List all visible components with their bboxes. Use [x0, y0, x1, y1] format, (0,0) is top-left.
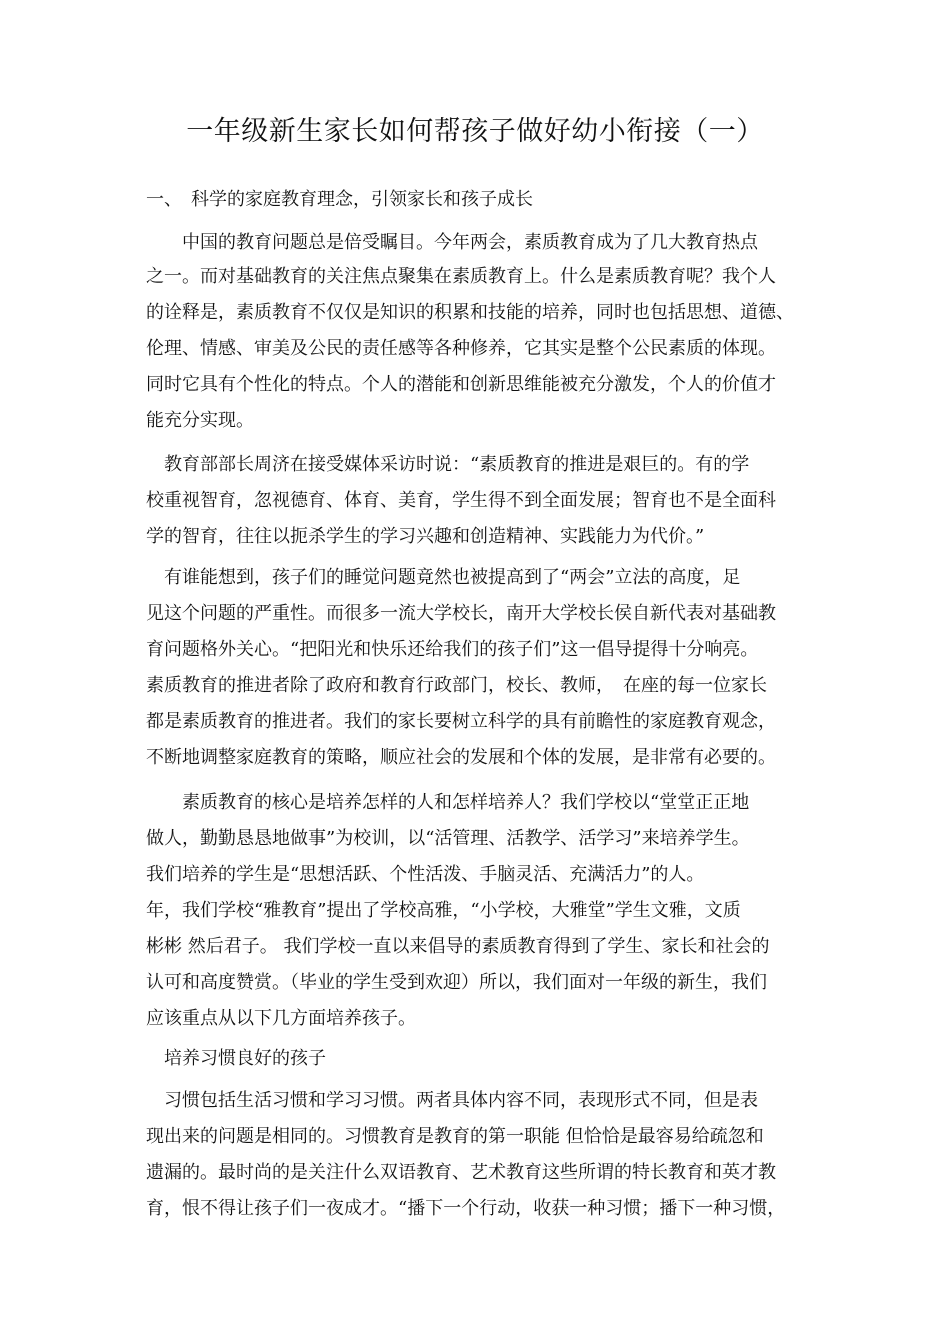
paragraph-line: 见这个问题的严重性。而很多一流大学校长，南开大学校长侯自新代表对基础教: [146, 603, 776, 624]
paragraph-line: 有谁能想到，孩子们的睡觉问题竟然也被提高到了“两会”立法的高度，足: [146, 567, 741, 588]
subheading-line: 培养习惯良好的孩子: [146, 1048, 326, 1069]
paragraph-line: 不断地调整家庭教育的策略，顺应社会的发展和个体的发展，是非常有必要的。: [146, 747, 776, 768]
paragraph-line: 能充分实现。: [146, 410, 254, 431]
paragraph-line: 素质教育的核心是培养怎样的人和怎样培养人？我们学校以“堂堂正正地: [146, 792, 750, 813]
paragraph-line: 我们培养的学生是“思想活跃、个性活泼、手脑灵活、充满活力”的人。: [146, 864, 705, 885]
paragraph-line: 伦理、情感、审美及公民的责任感等各种修养，它其实是整个公民素质的体现。: [146, 338, 776, 359]
paragraph-line: 做人，勤勤恳恳地做事”为校训，以“活管理、活教学、活学习”来培养学生。: [146, 828, 750, 849]
paragraph-line: 都是素质教育的推进者。我们的家长要树立科学的具有前瞻性的家庭教育观念，: [146, 711, 776, 732]
paragraph-line: 年，我们学校“雅教育”提出了学校高雅，“小学校，大雅堂”学生文雅，文质: [146, 900, 741, 921]
paragraph-line: 的诠释是，素质教育不仅仅是知识的积累和技能的培养，同时也包括思想、道德、: [146, 302, 794, 323]
paragraph-line: 遗漏的。最时尚的是关注什么双语教育、艺术教育这些所谓的特长教育和英才教: [146, 1162, 776, 1183]
paragraph-line: 育，恨不得让孩子们一夜成才。“播下一个行动，收获一种习惯；播下一种习惯，: [146, 1198, 786, 1219]
paragraph-line: 彬彬 然后君子。 我们学校一直以来倡导的素质教育得到了学生、家长和社会的: [146, 936, 770, 957]
paragraph-line: 认可和高度赞赏。（毕业的学生受到欢迎）所以，我们面对一年级的新生，我们: [146, 972, 767, 993]
paragraph-line: 中国的教育问题总是倍受瞩目。今年两会，素质教育成为了几大教育热点: [146, 232, 758, 253]
paragraph-line: 之一。而对基础教育的关注焦点聚集在素质教育上。什么是素质教育呢？我个人: [146, 266, 776, 287]
paragraph-line: 教育部部长周济在接受媒体采访时说：“素质教育的推进是艰巨的。有的学: [146, 454, 750, 475]
document-title: 一年级新生家长如何帮孩子做好幼小衔接（一）: [186, 116, 764, 147]
paragraph-line: 校重视智育，忽视德育、体育、美育，学生得不到全面发展；智育也不是全面科: [146, 490, 776, 511]
paragraph-line: 学的智育，往往以扼杀学生的学习兴趣和创造精神、实践能力为代价。”: [146, 526, 705, 547]
section-heading: 一、 科学的家庭教育理念，引领家长和孩子成长: [146, 189, 533, 210]
paragraph-line: 现出来的问题是相同的。习惯教育是教育的第一职能 但恰恰是最容易给疏忽和: [146, 1126, 764, 1147]
paragraph-line: 应该重点从以下几方面培养孩子。: [146, 1008, 416, 1029]
paragraph-line: 素质教育的推进者除了政府和教育行政部门，校长、教师， 在座的每一位家长: [146, 675, 767, 696]
paragraph-line: 同时它具有个性化的特点。个人的潜能和创新思维能被充分激发，个人的价值才: [146, 374, 776, 395]
paragraph-line: 育问题格外关心。“把阳光和快乐还给我们的孩子们”这一倡导提得十分响亮。: [146, 639, 759, 660]
paragraph-line: 习惯包括生活习惯和学习习惯。两者具体内容不同，表现形式不同，但是表: [146, 1090, 758, 1111]
